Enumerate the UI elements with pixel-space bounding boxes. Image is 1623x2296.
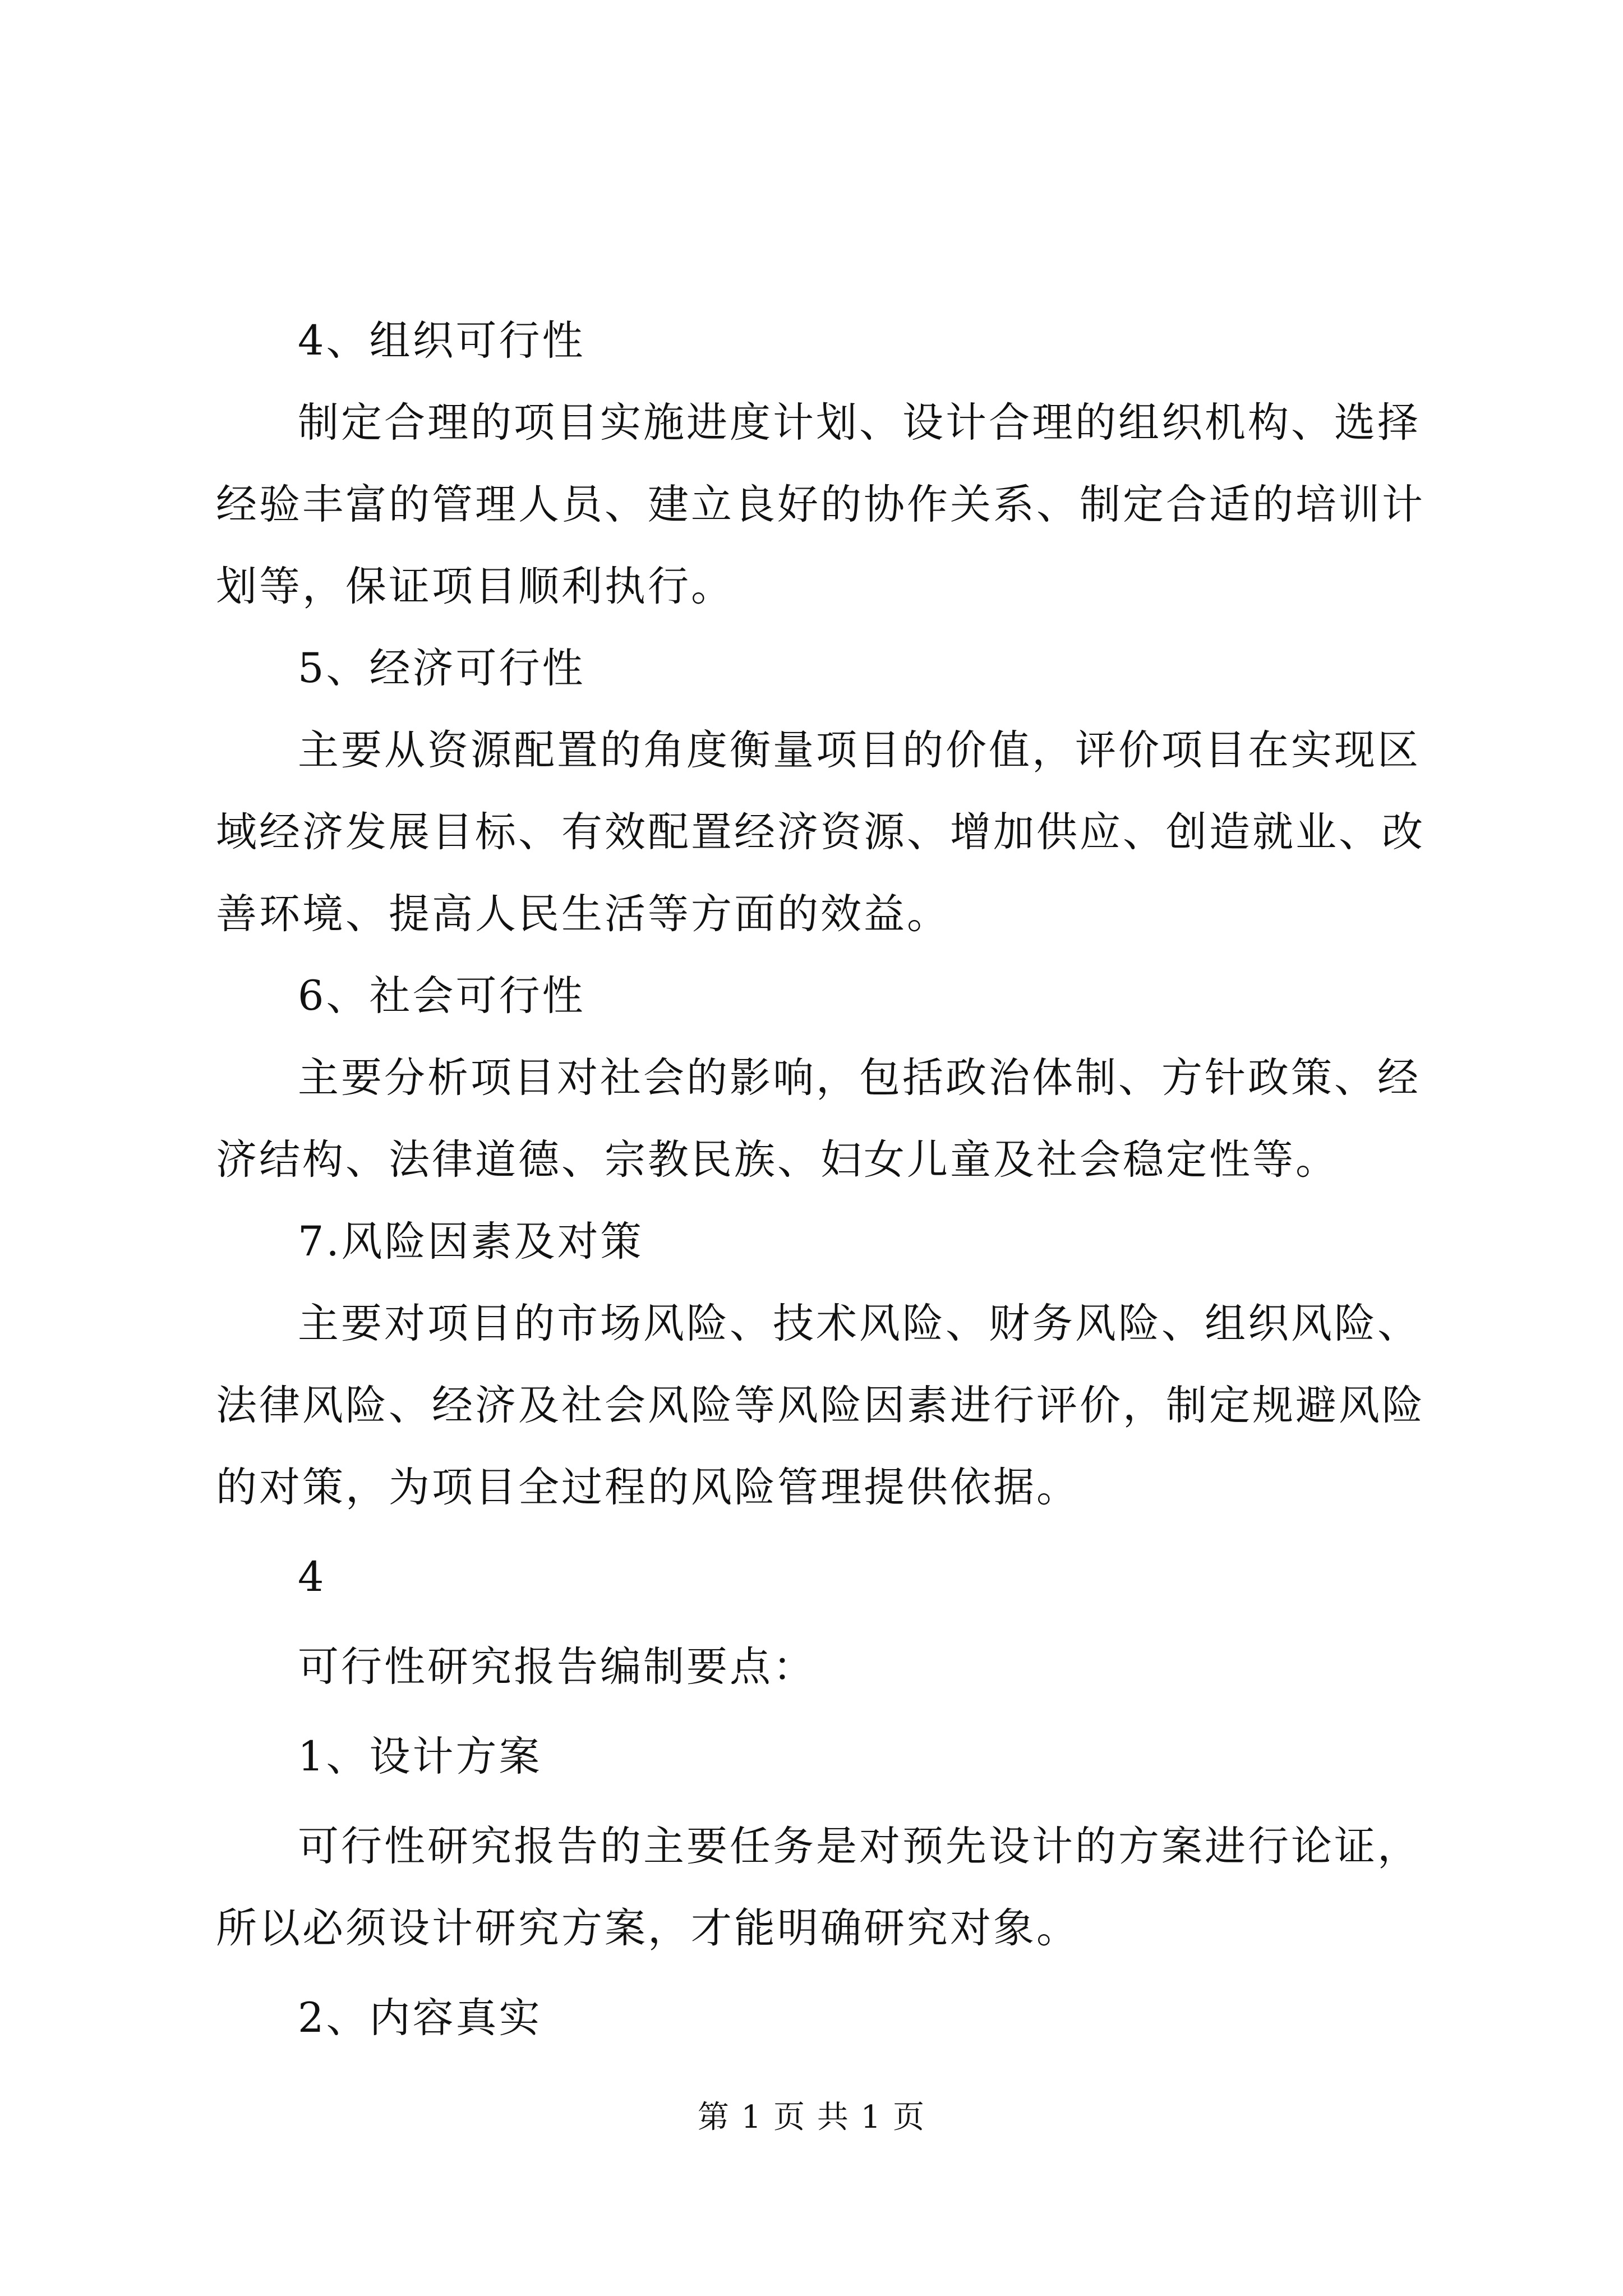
heading-risk-factors: 7.风险因素及对策 <box>298 1218 644 1266</box>
heading-social-feasibility: 6、社会可行性 <box>298 972 585 1020</box>
heading-economic-feasibility: 5、经济可行性 <box>298 645 585 692</box>
paragraph-organizational-feasibility: 制定合理的项目实施进度计划、设计合理的组织机构、选择经验丰富的管理人员、建立良好的协作关系、制定合适的培训计划等，保证项目顺利执行。 <box>216 399 1425 610</box>
paragraph-design-plan: 可行性研究报告的主要任务是对预先设计的方案进行论证，所以必须设计研究方案，才能明确研究对象。 <box>216 1823 1421 1952</box>
heading-design-plan: 1、设计方案 <box>298 1733 542 1780</box>
section-number: 4 <box>298 1553 326 1601</box>
document-body <box>216 300 1427 2059</box>
heading-organizational-feasibility: 4、组织可行性 <box>298 317 585 365</box>
paragraph-social-feasibility: 主要分析项目对社会的影响，包括政治体制、方针政策、经济结构、法律道德、宗教民族、妇女儿童及社会稳定性等。 <box>216 1054 1421 1184</box>
paragraph-economic-feasibility: 主要从资源配置的角度衡量项目的价值，评价项目在实现区域经济发展目标、有效配置经济资源、增加供应、创造就业、改善环境、提高人民生活等方面的效益。 <box>216 726 1425 938</box>
heading-report-key-points: 可行性研究报告编制要点： <box>298 1643 816 1691</box>
page-footer: 第 1 页 共 1 页 <box>697 2099 926 2136</box>
heading-content-truthful: 2、内容真实 <box>298 1994 542 2042</box>
paragraph-risk-factors: 主要对项目的市场风险、技术风险、财务风险、组织风险、法律风险、经济及社会风险等风险因素进行评价，制定规避风险的对策，为项目全过程的风险管理提供依据。 <box>216 1300 1425 1511</box>
